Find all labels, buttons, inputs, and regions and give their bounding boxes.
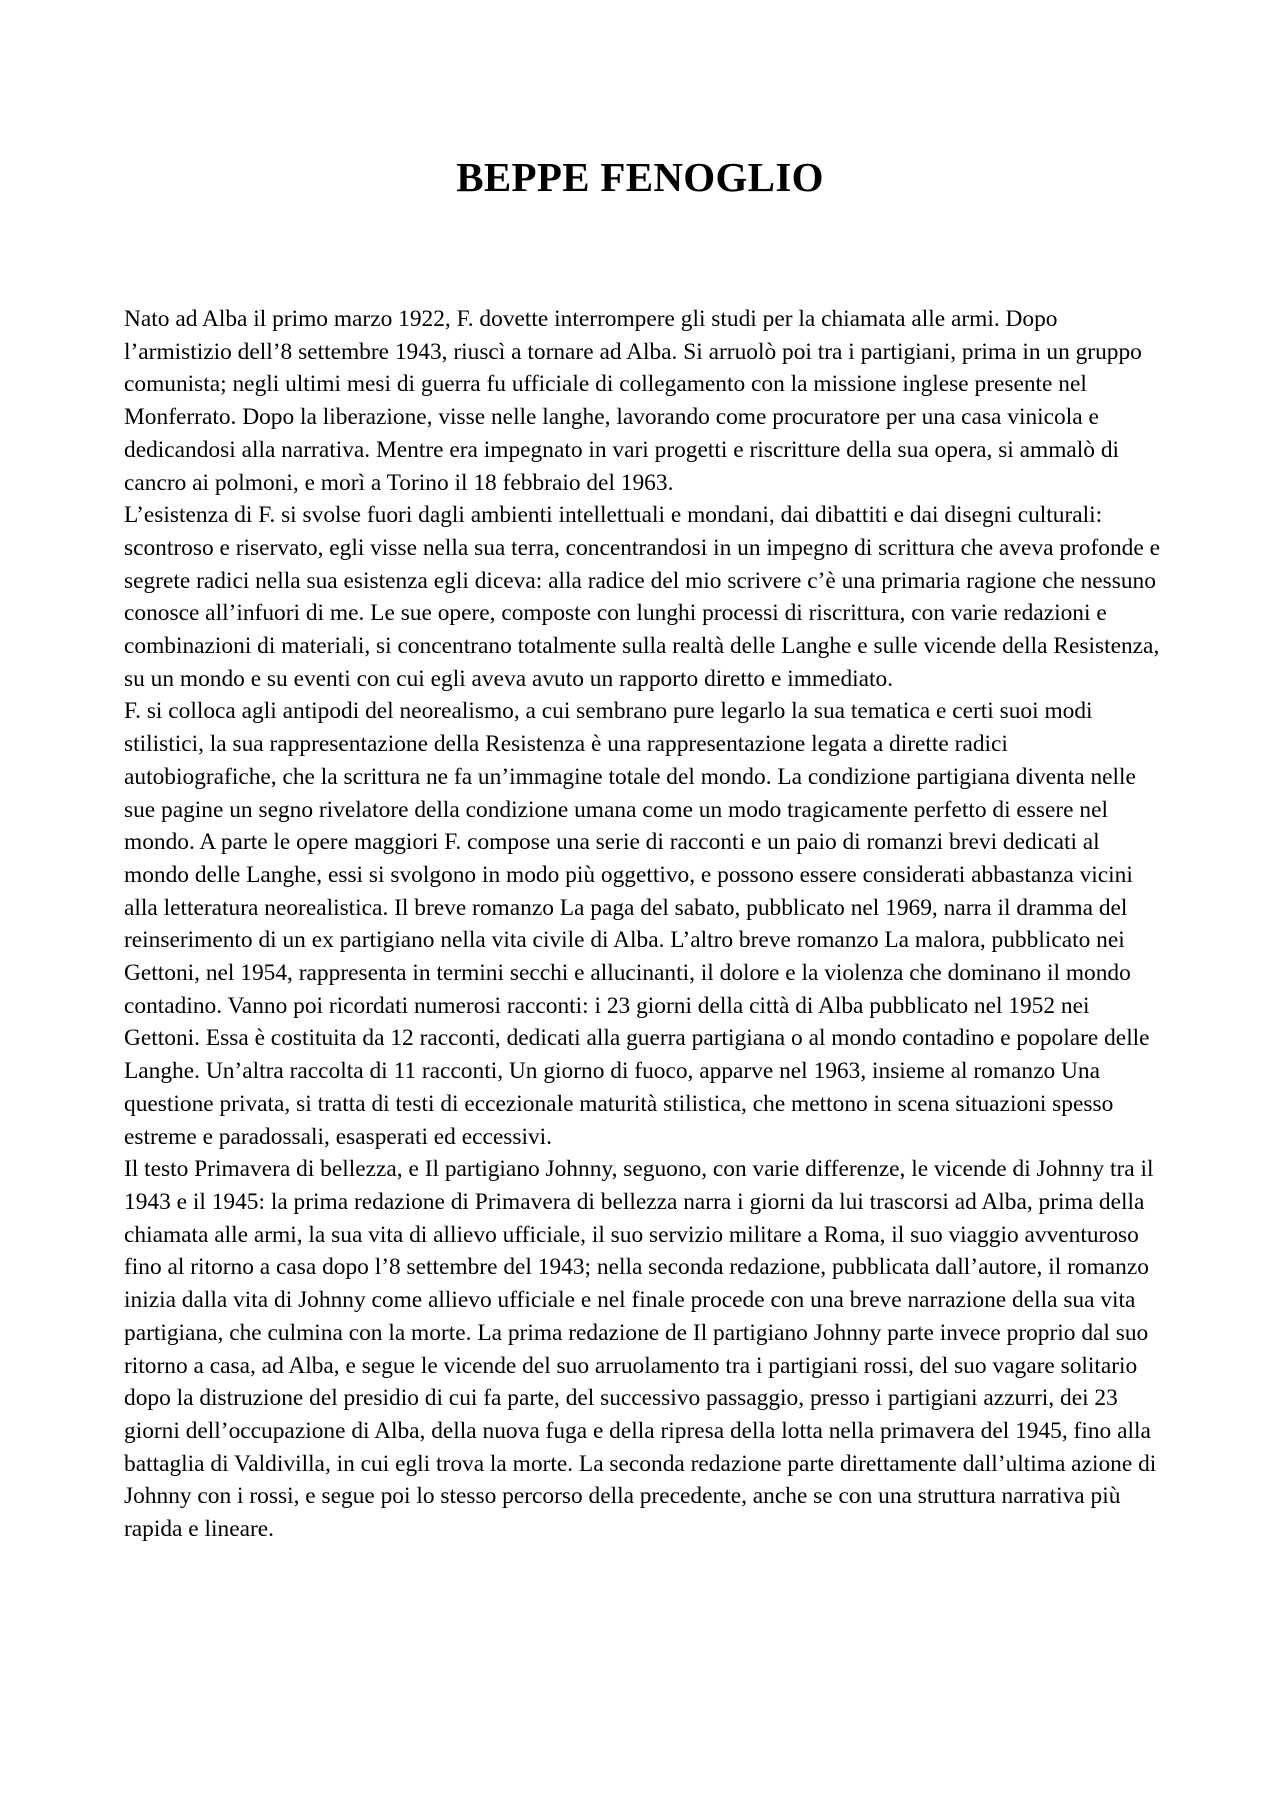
paragraph-neorealism: F. si colloca agli antipodi del neorealismo, a cui sembrano pure legarlo la sua tematica e certi suoi modi stilistici, la sua rappresentazione della Resistenza è una rappresentazione legata a dirette radici autobiografiche, che la scrittura ne fa un’immagine totale del mondo. La condizione partigiana diventa nelle sue pagine un segno rivelatore della condizione umana come un modo tragicamente perfetto di essere nel mondo. A parte le opere maggiori F. compose una serie di racconti e un paio di romanzi brevi dedicati al mondo delle Langhe, essi si svolgono in modo più oggettivo, e possono essere considerati abbastanza vicini alla letteratura neorealistica. Il breve romanzo La paga del sabato, pubblicato nel 1969, narra il dramma del reinserimento di un ex partigiano nella vita civile di Alba. L’altro breve romanzo La malora, pubblicato nei Gettoni, nel 1954, rappresenta in termini secchi e allucinanti, il dolore e la violenza che dominano il mondo contadino. Vanno poi ricordati numerosi racconti: i 23 giorni della città di Alba pubblicato nel 1952 nei Gettoni. Essa è costituita da 12 racconti, dedicati alla guerra partigiana o al mondo contadino e popolare delle Langhe. Un’altra raccolta di 11 racconti, Un giorno di fuoco, apparve nel 1963, insieme al romanzo Una questione privata, si tratta di testi di eccezionale maturità stilistica, che mettono in scena situazioni spesso estreme e paradossali, esasperati ed eccessivi.: [124, 698, 1150, 1150]
paragraph-johnny: Il testo Primavera di bellezza, e Il partigiano Johnny, seguono, con varie differenze, le vicende di Johnny tra il 1943 e il 1945: la prima redazione di Primavera di bellezza narra i giorni da lui trascorsi ad Alba, prima della chiamata alle armi, la sua vita di allievo ufficiale, il suo servizio militare a Roma, il suo viaggio avventuroso fino al ritorno a casa dopo l’8 settembre del 1943; nella seconda redazione, pubblicata dall’autore, il romanzo inizia dalla vita di Johnny come allievo ufficiale e nel finale procede con una breve narrazione della sua vita partigiana, che culmina con la morte. La prima redazione de Il partigiano Johnny parte invece proprio dal suo ritorno a casa, ad Alba, e segue le vicende del suo arruolamento tra i partigiani rossi, del suo vagare solitario dopo la distruzione del presidio di cui fa parte, del successivo passaggio, presso i partigiani azzurri, dei 23 giorni dell’occupazione di Alba, della nuova fuga e della ripresa della lotta nella primavera del 1945, fino alla battaglia di Valdivilla, in cui egli trova la morte. La seconda redazione parte direttamente dall’ultima azione di Johnny con i rossi, e segue poi lo stesso percorso della precedente, anche se con una struttura narrativa più rapida e lineare.: [124, 1156, 1157, 1543]
paragraph-biography: Nato ad Alba il primo marzo 1922, F. dovette interrompere gli studi per la chiamata alle armi. Dopo l’armistizio dell’8 settembre 1943, riuscì a tornare ad Alba. Si arruolò poi tra i partigiani, prima in un gruppo comunista; negli ultimi mesi di guerra fu ufficiale di collegamento con la missione inglese presente nel Monferrato. Dopo la liberazione, visse nelle langhe, lavorando come procuratore per una casa vinicola e dedicandosi alla narrativa. Mentre era impegnato in vari progetti e riscritture della sua opera, si ammalò di cancro ai polmoni, e morì a Torino il 18 febbraio del 1963.: [124, 306, 1142, 496]
paragraph-existence: L’esistenza di F. si svolse fuori dagli ambienti intellettuali e mondani, dai dibattiti e dai disegni culturali: scontroso e riservato, egli visse nella sua terra, concentrandosi in un impegno di scrittura che aveva profonde e segrete radici nella sua esistenza egli diceva: alla radice del mio scrivere c’è una primaria ragione che nessuno conosce all’infuori di me. Le sue opere, composte con lunghi processi di riscrittura, con varie redazioni e combinazioni di materiali, si concentrano totalmente sulla realtà delle Langhe e sulle vicende della Resistenza, su un mondo e su eventi con cui egli aveva avuto un rapporto diretto e immediato.: [124, 502, 1160, 692]
document-title: BEPPE FENOGLIO: [456, 154, 824, 200]
document-body: [124, 303, 1164, 1546]
